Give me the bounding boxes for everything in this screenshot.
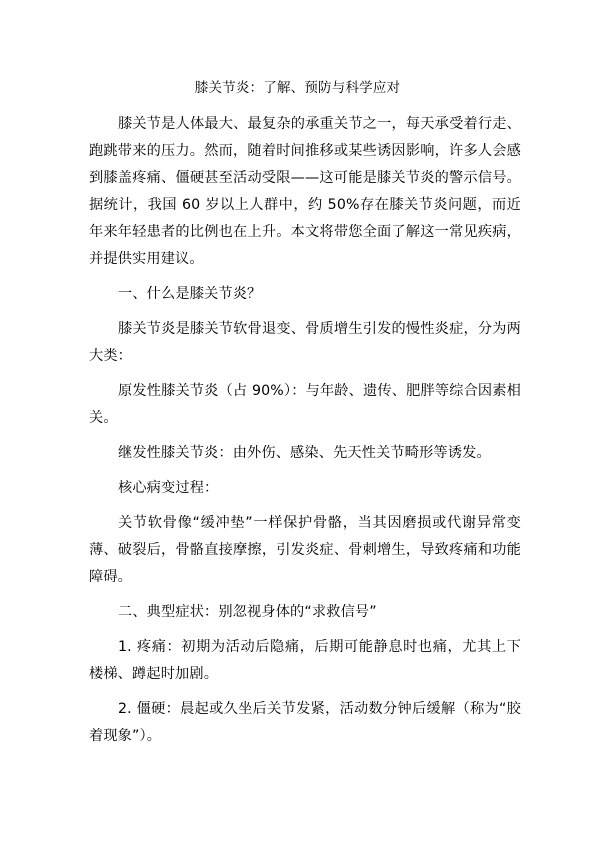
paragraph-secondary-type: 继发性膝关节炎：由外伤、感染、先天性关节畸形等诱发。 — [118, 445, 491, 461]
paragraph-definition: 膝关节炎是膝关节软骨退变、骨质增生引发的慢性炎症，分为两大类： — [89, 321, 521, 364]
paragraph-core-process-label: 核心病变过程： — [118, 480, 219, 496]
document-title: 膝关节炎：了解、预防与科学应对 — [194, 80, 401, 96]
paragraph-intro: 膝关节是人体最大、最复杂的承重关节之一，每天承受着行走、跑跳带来的压力。然而，随着时间推移或某些诱因影响，许多人会感到膝盖疼痛、僵硬甚至活动受限——这可能是膝关节炎的警示信号。据统计，我国 60 岁以上人群中，约 50%存在膝关节炎问题，而近年来年轻患者的比例也在上升。本文将带您全面了解这一常见疾病，并提供实用建议。 — [89, 116, 521, 267]
section-heading-symptoms: 二、典型症状：别忽视身体的“求救信号” — [118, 604, 377, 620]
paragraph-core-process: 关节软骨像“缓冲垫”一样保护骨骼，当其因磨损或代谢异常变薄、破裂后，骨骼直接摩擦，引发炎症、骨刺增生，导致疼痛和功能障碍。 — [89, 515, 521, 585]
list-item-stiffness: 2. 僵硬：晨起或久坐后关节发紧，活动数分钟后缓解（称为“胶着现象”）。 — [89, 701, 521, 744]
section-heading-what-is: 一、什么是膝关节炎？ — [118, 286, 262, 302]
paragraph-primary-type: 原发性膝关节炎（占 90%）：与年龄、遗传、肥胖等综合因素相关。 — [89, 383, 521, 426]
list-item-pain: 1. 疼痛：初期为活动后隐痛，后期可能静息时也痛，尤其上下楼梯、蹲起时加剧。 — [89, 639, 521, 682]
document-body — [89, 111, 521, 758]
